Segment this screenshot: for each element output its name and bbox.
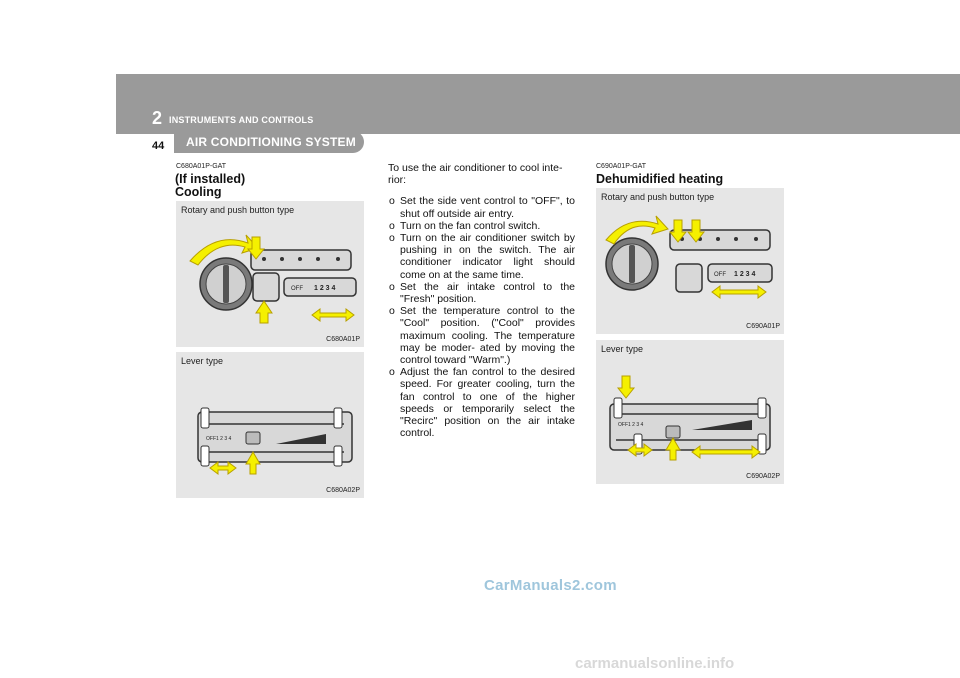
lever-double-arrow-icon [210,462,236,474]
figure-lever-dehumidify [596,340,784,484]
right-heading: Dehumidified heating [596,172,724,186]
steps-list [388,195,575,439]
rotary2-speed-labels: 1 2 3 4 [734,271,756,278]
rotary2-off-label: OFF [714,272,726,278]
section-title: AIR CONDITIONING SYSTEM [186,135,356,149]
figure3-code: C690A01P [746,323,780,330]
left-section-code: C680A01P-GAT [176,163,227,170]
right-section-code: C690A01P-GAT [596,163,647,170]
lever2-down-arrow-icon [618,376,634,398]
figure-rotary-cooling [176,201,364,347]
chapter-title: INSTRUMENTS AND CONTROLS [169,115,314,125]
step-item: o Set the air intake control to the "Fresh" position. [388,281,575,305]
figure4-label: Lever type [601,344,644,354]
up-arrow-icon [256,301,272,323]
step-item: o Turn on the air conditioner switch by pushing in on the switch. The air conditioner indicator light should come on at the same time. [388,232,575,281]
lever2-speed-labels: 1 2 3 4 [628,422,644,428]
left-heading-line1: (If installed) [175,172,246,186]
lever-off-label: OFF [206,436,216,442]
figure1-code: C680A01P [326,336,360,343]
lever2-off-label: OFF [618,422,628,428]
figure1-label: Rotary and push button type [181,205,295,215]
left-heading-line2: Cooling [175,185,222,199]
watermark-bottom: carmanualsonline.info [575,655,735,672]
figure-rotary-dehumidify [596,188,784,334]
rotary-off-label: OFF [291,286,303,292]
figure-lever-cooling [176,352,364,498]
figure2-code: C680A02P [326,487,360,494]
rotary-panel-illustration [176,201,364,347]
rotary-panel-illustration-2 [596,188,784,334]
page-number: 44 [152,140,165,152]
double-arrow-icon-2 [712,286,766,298]
lever-panel-illustration-2 [596,340,784,484]
instructions [388,162,575,439]
section-tab [174,131,364,153]
intro-text: To use the air conditioner to cool inte- rior: [388,162,563,187]
rotary-speed-labels: 1 2 3 4 [314,285,336,292]
figure4-code: C690A02P [746,473,780,480]
step-item: o Adjust the fan control to the desired speed. For greater cooling, turn the fan control to one of the higher speeds or temporarily select the "Recirc" position on the air intake control. [388,366,575,439]
step-item: o Turn on the fan control switch. [388,220,575,232]
step-item: o Set the temperature control to the "Cool" position. ("Cool" provides maximum cooling. The temperature may be moder- ated by moving the control toward "Warm".) [388,305,575,366]
lever-panel-illustration [176,352,364,498]
figure2-label: Lever type [181,356,224,366]
chapter-number: 2 [152,108,163,128]
figure3-label: Rotary and push button type [601,192,715,202]
watermark-top: CarManuals2.com [484,577,617,594]
double-arrow-icon [312,309,354,321]
step-item: o Set the side vent control to "OFF", to shut off outside air entry. [388,195,575,219]
lever-speed-labels: 1 2 3 4 [216,436,232,442]
